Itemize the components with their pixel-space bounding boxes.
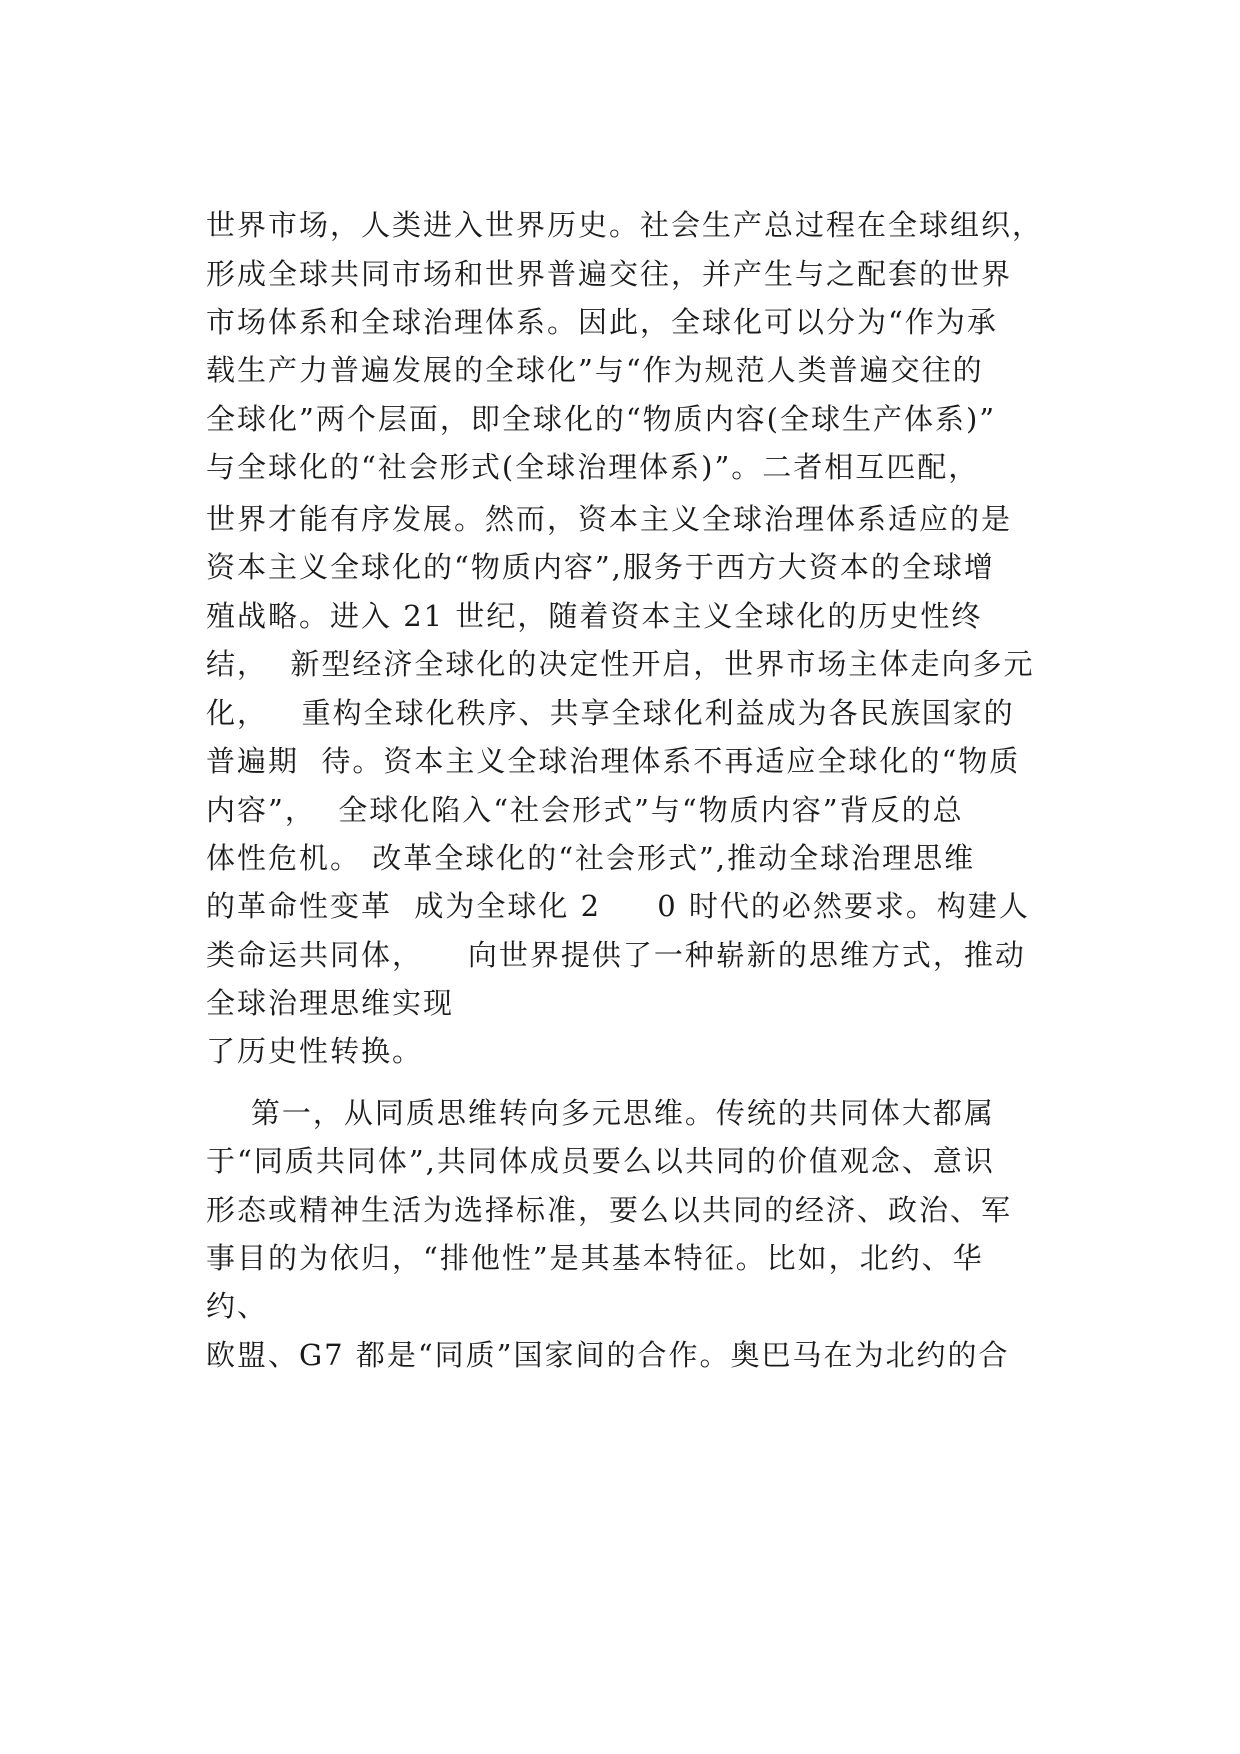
- text-line: 形态或精神生活为选择标准，要么以共同的经济、政治、军: [206, 1193, 1013, 1227]
- text-line: 资本主义全球化的“物质内容”,服务于西方大资本的全球增: [206, 550, 995, 584]
- text-line: 殖战略。进入 21 世纪，随着资本主义全球化的历史性终: [206, 599, 983, 633]
- text-line: 的革命性变革 成为全球化 2 0 时代的必然要求。构建人: [206, 889, 1030, 923]
- text-line: 全球化”两个层面，即全球化的“物质内容(全球生产体系)”: [206, 402, 997, 436]
- text-line: 全球治理思维实现: [206, 986, 455, 1020]
- text-line: 世界才能有序发展。然而，资本主义全球治理体系适应的是: [206, 502, 1013, 536]
- text-line: 欧盟、G7 都是“同质”国家间的合作。奥巴马在为北约的合: [206, 1338, 1010, 1372]
- text-line: 普遍期 待。资本主义全球治理体系不再适应全球化的“物质: [206, 744, 1021, 778]
- text-line: 事目的为依归，“排他性”是其基本特征。比如，北约、华: [206, 1241, 984, 1275]
- text-line: 类命运共同体， 向世界提供了一种崭新的思维方式，推动: [206, 938, 1026, 972]
- text-line: 市场体系和全球治理体系。因此，全球化可以分为“作为承: [206, 305, 998, 339]
- text-line: 结， 新型经济全球化的决定性开启，世界市场主体走向多元: [206, 647, 1035, 681]
- text-line: 体性危机。 改革全球化的“社会形式”,推动全球治理思维: [206, 841, 976, 875]
- text-line: 世界市场，人类进入世界历史。社会生产总过程在全球组织，: [206, 208, 1044, 242]
- text-line: 于“同质共同体”,共同体成员要么以共同的价值观念、意识: [206, 1144, 995, 1178]
- text-line: 与全球化的“社会形式(全球治理体系)”。二者相互匹配，: [206, 450, 980, 484]
- text-line: 内容”， 全球化陷入“社会形式”与“物质内容”背反的总: [206, 793, 964, 827]
- text-line: 化， 重构全球化秩序、共享全球化利益成为各民族国家的: [206, 696, 1015, 730]
- text-line: 形成全球共同市场和世界普遍交往，并产生与之配套的世界: [206, 257, 1013, 291]
- text-line: 约、: [206, 1289, 269, 1323]
- text-line: 载生产力普遍发展的全球化”与“作为规范人类普遍交往的: [206, 353, 984, 387]
- text-line: 第一，从同质思维转向多元思维。传统的共同体大都属: [206, 1096, 995, 1130]
- text-line: 了历史性转换。: [206, 1034, 424, 1068]
